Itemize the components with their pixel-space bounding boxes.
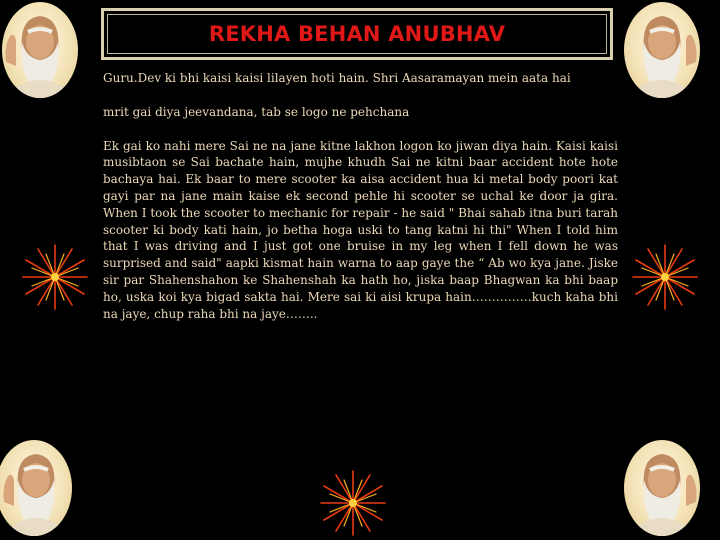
firework-icon	[20, 242, 90, 312]
portrait-bottom-right	[624, 440, 700, 536]
firework-left	[20, 242, 90, 312]
title-frame-inner	[107, 14, 607, 54]
paragraph-story: Ek gai ko nahi mere Sai ne na jane kitne lakhon logon ko jiwan diya hain. Kaisi kaisi musibtaon se Sai bachate hain, mujhe khudh Sai ne kitni baar accident hote hote bachaya hai. Ek baar to mere scooter ka aisa accident hua ki metal body poori kat gayi par na jane main kaise ek second pehle hi scooter se uchal ke door ja gira. When I took the scooter to mechanic for repair - he said " Bhai sahab itna buri tarah scooter ki body kati hain, jo betha hoga uski to tang katni hi thi" When I told him that I was driving and I just got one bruise in my leg when I fell down he was surprised and said" aapki kismat hain warna to aap gaye the “ Ab wo kya jane. Jiske sir par Shahenshahon ke Shahenshah ka hath ho, jiska baap Bhagwan ka bhi baap ho, uska koi kya bigad sakta hai. Mere sai ki aisi krupa hain……………kuch kaha bhi na jaye, chup raha bhi na jaye……..	[103, 138, 618, 321]
firework-bottom	[318, 468, 388, 538]
firework-icon	[318, 468, 388, 538]
portrait-top-left	[2, 2, 78, 98]
portrait-bottom-left	[0, 440, 72, 536]
firework-icon	[630, 242, 700, 312]
title-frame	[101, 8, 613, 60]
saint-portrait-icon	[624, 440, 700, 536]
portrait-top-right	[624, 2, 700, 98]
page-title: REKHA BEHAN ANUBHAV	[208, 22, 506, 46]
paragraph-quote: mrit gai diya jeevandana, tab se logo ne pehchana	[103, 104, 410, 119]
paragraph-intro: Guru.Dev ki bhi kaisi kaisi lilayen hoti hain. Shri Aasaramayan mein aata hai	[103, 71, 571, 85]
saint-portrait-icon	[2, 2, 78, 98]
saint-portrait-icon	[624, 2, 700, 98]
body-text	[103, 70, 618, 339]
firework-right	[630, 242, 700, 312]
saint-portrait-icon	[0, 440, 72, 536]
